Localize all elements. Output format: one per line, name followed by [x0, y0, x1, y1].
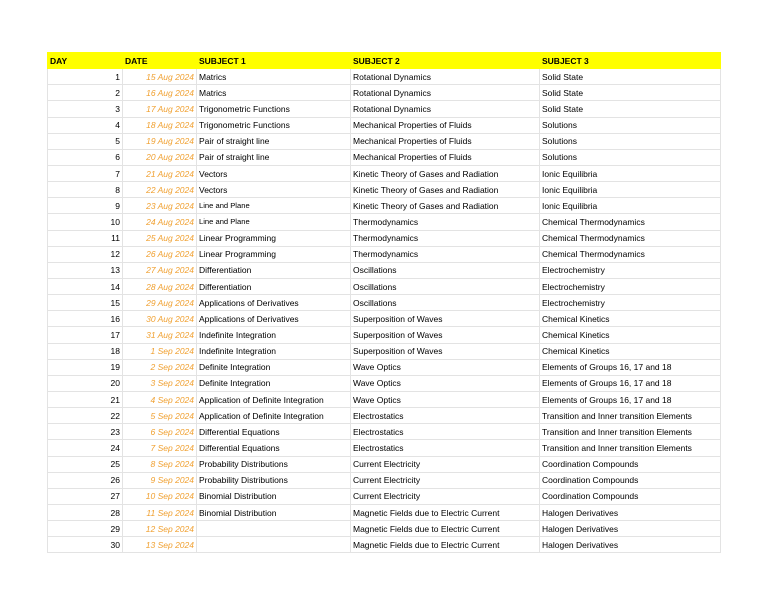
header-subject-2: SUBJECT 2: [351, 53, 540, 69]
day-cell: 15: [48, 295, 123, 311]
subject-3-cell: Solutions: [540, 149, 721, 165]
date-cell: 16 Aug 2024: [123, 85, 197, 101]
table-row: [48, 343, 721, 359]
date-cell: 9 Sep 2024: [123, 472, 197, 488]
subject-3-cell: Chemical Thermodynamics: [540, 246, 721, 262]
subject-3-cell: Transition and Inner transition Elements: [540, 424, 721, 440]
subject-3-cell: Elements of Groups 16, 17 and 18: [540, 359, 721, 375]
date-cell: 12 Sep 2024: [123, 521, 197, 537]
subject-3-cell: Chemical Thermodynamics: [540, 214, 721, 230]
date-cell: 18 Aug 2024: [123, 117, 197, 133]
day-cell: 1: [48, 69, 123, 85]
subject-2-cell: Rotational Dynamics: [351, 85, 540, 101]
subject-1-cell: [197, 537, 351, 553]
subject-1-cell: Indefinite Integration: [197, 343, 351, 359]
subject-1-cell: Binomial Distribution: [197, 504, 351, 520]
date-cell: 1 Sep 2024: [123, 343, 197, 359]
subject-2-cell: Magnetic Fields due to Electric Current: [351, 504, 540, 520]
subject-3-cell: Chemical Kinetics: [540, 327, 721, 343]
subject-2-cell: Current Electricity: [351, 488, 540, 504]
day-cell: 12: [48, 246, 123, 262]
subject-2-cell: Superposition of Waves: [351, 327, 540, 343]
date-cell: 13 Sep 2024: [123, 537, 197, 553]
subject-1-cell: Applications of Derivatives: [197, 311, 351, 327]
date-cell: 26 Aug 2024: [123, 246, 197, 262]
subject-2-cell: Superposition of Waves: [351, 343, 540, 359]
table-row: [48, 149, 721, 165]
table-row: [48, 327, 721, 343]
table-row: [48, 101, 721, 117]
table-row: [48, 375, 721, 391]
subject-2-cell: Kinetic Theory of Gases and Radiation: [351, 182, 540, 198]
subject-1-cell: Differentiation: [197, 278, 351, 294]
subject-2-cell: Kinetic Theory of Gases and Radiation: [351, 198, 540, 214]
table-row: [48, 456, 721, 472]
table-row: [48, 537, 721, 553]
day-cell: 10: [48, 214, 123, 230]
subject-3-cell: Coordination Compounds: [540, 488, 721, 504]
subject-3-cell: Ionic Equilibria: [540, 165, 721, 181]
day-cell: 14: [48, 278, 123, 294]
day-cell: 8: [48, 182, 123, 198]
subject-2-cell: Electrostatics: [351, 408, 540, 424]
subject-2-cell: Electrostatics: [351, 424, 540, 440]
subject-1-cell: Differential Equations: [197, 440, 351, 456]
subject-2-cell: Mechanical Properties of Fluids: [351, 133, 540, 149]
subject-2-cell: Thermodynamics: [351, 214, 540, 230]
subject-2-cell: Kinetic Theory of Gases and Radiation: [351, 165, 540, 181]
subject-1-cell: Line and Plane: [197, 214, 351, 230]
subject-1-cell: Differentiation: [197, 262, 351, 278]
subject-2-cell: Rotational Dynamics: [351, 69, 540, 85]
day-cell: 2: [48, 85, 123, 101]
table-row: [48, 521, 721, 537]
day-cell: 9: [48, 198, 123, 214]
day-cell: 3: [48, 101, 123, 117]
subject-1-cell: Matrics: [197, 85, 351, 101]
day-cell: 4: [48, 117, 123, 133]
date-cell: 5 Sep 2024: [123, 408, 197, 424]
subject-2-cell: Magnetic Fields due to Electric Current: [351, 537, 540, 553]
subject-2-cell: Magnetic Fields due to Electric Current: [351, 521, 540, 537]
subject-1-cell: [197, 521, 351, 537]
day-cell: 5: [48, 133, 123, 149]
table-row: [48, 472, 721, 488]
subject-2-cell: Thermodynamics: [351, 230, 540, 246]
day-cell: 21: [48, 391, 123, 407]
subject-2-cell: Oscillations: [351, 278, 540, 294]
subject-3-cell: Solutions: [540, 133, 721, 149]
day-cell: 19: [48, 359, 123, 375]
subject-2-cell: Rotational Dynamics: [351, 101, 540, 117]
date-cell: 19 Aug 2024: [123, 133, 197, 149]
table-row: [48, 424, 721, 440]
subject-3-cell: Coordination Compounds: [540, 472, 721, 488]
subject-2-cell: Wave Optics: [351, 391, 540, 407]
subject-1-cell: Binomial Distribution: [197, 488, 351, 504]
subject-2-cell: Oscillations: [351, 295, 540, 311]
subject-2-cell: Superposition of Waves: [351, 311, 540, 327]
subject-1-cell: Definite Integration: [197, 375, 351, 391]
subject-1-cell: Pair of straight line: [197, 133, 351, 149]
subject-1-cell: Vectors: [197, 182, 351, 198]
subject-1-cell: Linear Programming: [197, 246, 351, 262]
day-cell: 16: [48, 311, 123, 327]
subject-1-cell: Applications of Derivatives: [197, 295, 351, 311]
subject-1-cell: Trigonometric Functions: [197, 101, 351, 117]
day-cell: 27: [48, 488, 123, 504]
table-row: [48, 133, 721, 149]
date-cell: 7 Sep 2024: [123, 440, 197, 456]
subject-3-cell: Coordination Compounds: [540, 456, 721, 472]
table-row: [48, 182, 721, 198]
subject-1-cell: Differential Equations: [197, 424, 351, 440]
subject-2-cell: Mechanical Properties of Fluids: [351, 149, 540, 165]
subject-3-cell: Halogen Derivatives: [540, 521, 721, 537]
date-cell: 31 Aug 2024: [123, 327, 197, 343]
subject-1-cell: Line and Plane: [197, 198, 351, 214]
table-row: [48, 230, 721, 246]
subject-2-cell: Oscillations: [351, 262, 540, 278]
date-cell: 23 Aug 2024: [123, 198, 197, 214]
table-row: [48, 165, 721, 181]
date-cell: 10 Sep 2024: [123, 488, 197, 504]
subject-3-cell: Halogen Derivatives: [540, 504, 721, 520]
day-cell: 20: [48, 375, 123, 391]
header-subject-1: SUBJECT 1: [197, 53, 351, 69]
subject-3-cell: Solid State: [540, 85, 721, 101]
date-cell: 4 Sep 2024: [123, 391, 197, 407]
subject-2-cell: Current Electricity: [351, 456, 540, 472]
day-cell: 7: [48, 165, 123, 181]
subject-1-cell: Linear Programming: [197, 230, 351, 246]
header-date: DATE: [123, 53, 197, 69]
subject-1-cell: Vectors: [197, 165, 351, 181]
day-cell: 29: [48, 521, 123, 537]
day-cell: 11: [48, 230, 123, 246]
subject-3-cell: Electrochemistry: [540, 262, 721, 278]
table-row: [48, 262, 721, 278]
date-cell: 2 Sep 2024: [123, 359, 197, 375]
table-row: [48, 214, 721, 230]
subject-3-cell: Halogen Derivatives: [540, 537, 721, 553]
header-row: [48, 53, 721, 69]
subject-3-cell: Elements of Groups 16, 17 and 18: [540, 375, 721, 391]
date-cell: 30 Aug 2024: [123, 311, 197, 327]
subject-1-cell: Application of Definite Integration: [197, 408, 351, 424]
subject-1-cell: Indefinite Integration: [197, 327, 351, 343]
date-cell: 24 Aug 2024: [123, 214, 197, 230]
table-row: [48, 117, 721, 133]
table-row: [48, 295, 721, 311]
day-cell: 17: [48, 327, 123, 343]
table-row: [48, 311, 721, 327]
subject-3-cell: Chemical Thermodynamics: [540, 230, 721, 246]
table-row: [48, 391, 721, 407]
date-cell: 11 Sep 2024: [123, 504, 197, 520]
date-cell: 8 Sep 2024: [123, 456, 197, 472]
table-row: [48, 69, 721, 85]
subject-3-cell: Electrochemistry: [540, 295, 721, 311]
table-row: [48, 198, 721, 214]
subject-2-cell: Electrostatics: [351, 440, 540, 456]
subject-1-cell: Application of Definite Integration: [197, 391, 351, 407]
subject-3-cell: Ionic Equilibria: [540, 182, 721, 198]
date-cell: 25 Aug 2024: [123, 230, 197, 246]
date-cell: 20 Aug 2024: [123, 149, 197, 165]
table-row: [48, 504, 721, 520]
subject-2-cell: Wave Optics: [351, 375, 540, 391]
subject-3-cell: Transition and Inner transition Elements: [540, 408, 721, 424]
day-cell: 6: [48, 149, 123, 165]
subject-3-cell: Solid State: [540, 101, 721, 117]
subject-2-cell: Current Electricity: [351, 472, 540, 488]
table-row: [48, 440, 721, 456]
day-cell: 23: [48, 424, 123, 440]
table-row: [48, 488, 721, 504]
subject-3-cell: Elements of Groups 16, 17 and 18: [540, 391, 721, 407]
day-cell: 24: [48, 440, 123, 456]
subject-1-cell: Pair of straight line: [197, 149, 351, 165]
subject-2-cell: Mechanical Properties of Fluids: [351, 117, 540, 133]
table-row: [48, 408, 721, 424]
subject-3-cell: Transition and Inner transition Elements: [540, 440, 721, 456]
date-cell: 21 Aug 2024: [123, 165, 197, 181]
date-cell: 6 Sep 2024: [123, 424, 197, 440]
date-cell: 3 Sep 2024: [123, 375, 197, 391]
day-cell: 30: [48, 537, 123, 553]
subject-3-cell: Solid State: [540, 69, 721, 85]
date-cell: 27 Aug 2024: [123, 262, 197, 278]
day-cell: 25: [48, 456, 123, 472]
day-cell: 26: [48, 472, 123, 488]
date-cell: 15 Aug 2024: [123, 69, 197, 85]
table-row: [48, 246, 721, 262]
header-day: DAY: [48, 53, 123, 69]
day-cell: 28: [48, 504, 123, 520]
subject-1-cell: Matrics: [197, 69, 351, 85]
header-subject-3: SUBJECT 3: [540, 53, 721, 69]
subject-1-cell: Definite Integration: [197, 359, 351, 375]
subject-2-cell: Thermodynamics: [351, 246, 540, 262]
day-cell: 13: [48, 262, 123, 278]
subject-1-cell: Trigonometric Functions: [197, 117, 351, 133]
date-cell: 17 Aug 2024: [123, 101, 197, 117]
schedule-table: [47, 52, 721, 553]
date-cell: 22 Aug 2024: [123, 182, 197, 198]
date-cell: 29 Aug 2024: [123, 295, 197, 311]
subject-1-cell: Probability Distributions: [197, 472, 351, 488]
table-row: [48, 85, 721, 101]
subject-3-cell: Chemical Kinetics: [540, 343, 721, 359]
day-cell: 22: [48, 408, 123, 424]
subject-2-cell: Wave Optics: [351, 359, 540, 375]
subject-3-cell: Solutions: [540, 117, 721, 133]
subject-3-cell: Ionic Equilibria: [540, 198, 721, 214]
subject-1-cell: Probability Distributions: [197, 456, 351, 472]
subject-3-cell: Chemical Kinetics: [540, 311, 721, 327]
subject-3-cell: Electrochemistry: [540, 278, 721, 294]
date-cell: 28 Aug 2024: [123, 278, 197, 294]
table-row: [48, 278, 721, 294]
table-row: [48, 359, 721, 375]
day-cell: 18: [48, 343, 123, 359]
